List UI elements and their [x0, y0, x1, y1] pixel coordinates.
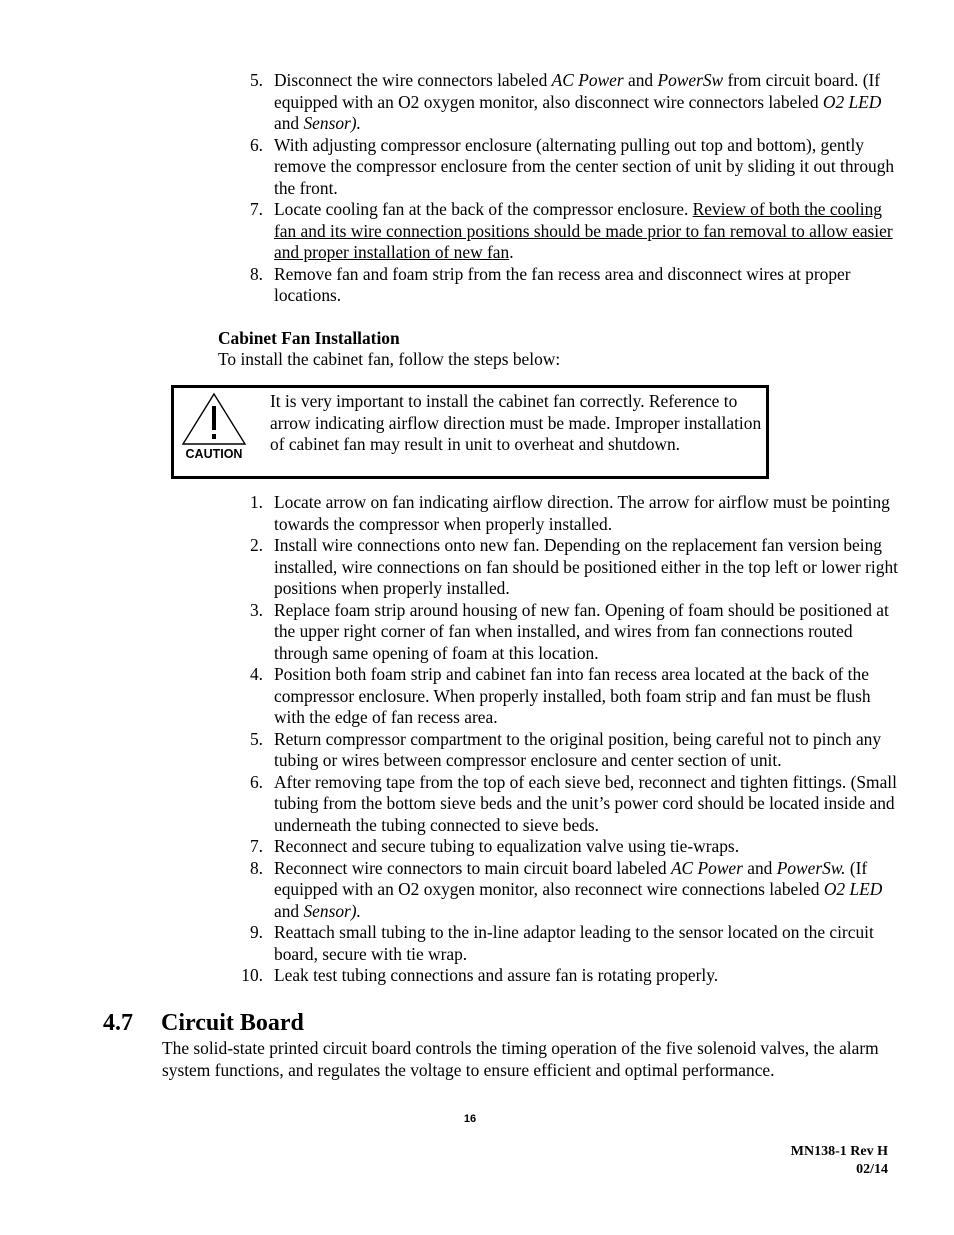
list-item-number: 7. [249, 199, 263, 219]
cabinet-fan-intro: To install the cabinet fan, follow the steps below: [218, 349, 561, 369]
document-id: MN138-1 Rev H [790, 1144, 888, 1159]
list-item-text: Replace foam strip around housing of new fan. Opening of foam should be positioned at the upper right corner of fan when installed, and wires from fan connections routed through same opening of foam at this location. [274, 599, 889, 663]
list-item-number: 7. [249, 836, 263, 856]
list-item-number: 8. [249, 857, 263, 878]
list-item-text: (If equipped with an O2 oxygen monitor, also reconnect wire connections labeled [274, 857, 868, 899]
cabinet-fan-heading: Cabinet Fan Installation [218, 328, 400, 348]
list-item-number: 4. [249, 664, 263, 684]
list-item-text: Reattach small tubing to the in-line adaptor leading to the sensor located on the circuit board, secure with tie wrap. [274, 922, 874, 964]
list-item-number: 5. [249, 70, 263, 90]
list-item-number: 6. [249, 134, 263, 155]
list-item [218, 772, 898, 837]
footer [791, 1143, 888, 1179]
list-item-text: O2 LED [823, 879, 883, 899]
list-item [218, 965, 898, 987]
list-item-text: Sensor). [303, 113, 361, 133]
list-item-text: Leak test tubing connections and assure fan is rotating properly. [274, 965, 719, 985]
list-item [218, 264, 898, 307]
list-item [218, 199, 898, 264]
section-number: 4.7 [103, 1010, 133, 1036]
section-body: The solid-state printed circuit board controls the timing operation of the five solenoid valves, the alarm system functions, and regulates the voltage to ensure efficient and optimal performance. [162, 1038, 879, 1080]
list-item [218, 70, 898, 135]
caution-notice [171, 385, 769, 479]
list-item-text: With adjusting compressor enclosure (alternating pulling out top and bottom), gently remove the compressor enclosure from the center section of unit by sliding it out through the front. [274, 134, 895, 198]
fan-removal-steps [218, 70, 898, 307]
section-heading [103, 1008, 304, 1038]
list-item [218, 729, 898, 772]
list-item-text: and [623, 70, 658, 90]
list-item-text: Return compressor compartment to the original position, being careful not to pinch any tubing or wires between compressor enclosure and center section of unit. [274, 728, 882, 770]
list-item-text: and [274, 113, 304, 133]
caution-icon-label: CAUTION [185, 447, 243, 461]
list-item [218, 535, 898, 600]
list-item-text: Sensor). [303, 900, 361, 921]
list-item [218, 922, 898, 965]
list-item-number: 1. [249, 492, 263, 512]
list-item-text: After removing tape from the top of each sieve bed, reconnect and tighten fittings. (Small tubing from the bottom sieve beds and the unit’s power cord should be located inside and underneath the tubing connected to sieve beds. [274, 771, 897, 835]
list-item [218, 492, 898, 535]
list-item-text: . [509, 242, 514, 262]
list-item [218, 858, 898, 923]
list-item-text: from circuit board. (If equipped with an O2 oxygen monitor, also disconnect wire connectors labeled [274, 70, 881, 112]
list-item-text: Locate cooling fan at the back of the compressor enclosure. [274, 199, 693, 219]
list-item-number: 8. [249, 263, 263, 284]
list-item [218, 600, 898, 665]
list-item-text: PowerSw. [776, 857, 846, 878]
list-item-text: Disconnect the wire connectors labeled [274, 70, 552, 90]
list-item-text: Reconnect and secure tubing to equalization valve using tie-wraps. [274, 836, 740, 856]
list-item-number: 6. [249, 771, 263, 792]
list-item-text: Position both foam strip and cabinet fan into fan recess area located at the back of the compressor enclosure. When properly installed, both foam strip and fan must be flush with the edge of fan recess area. [274, 664, 871, 727]
list-item-number: 2. [249, 535, 263, 555]
list-item-number: 3. [249, 599, 263, 620]
list-item-text: O2 LED [822, 91, 882, 112]
list-item-number: 9. [249, 922, 263, 942]
section-title: Circuit Board [161, 1010, 304, 1036]
fan-installation-steps [218, 492, 898, 987]
caution-triangle-icon [181, 392, 247, 462]
list-item-text: and [274, 900, 304, 921]
list-item-text: PowerSw [657, 70, 724, 90]
revision-date: 02/14 [856, 1162, 888, 1177]
list-item-text: Review of both the cooling fan and its wire connection positions should be made prior to fan removal to allow easier and proper installation of new fan [274, 199, 893, 262]
list-item-number: 5. [249, 728, 263, 749]
list-item-text: Install wire connections onto new fan. Depending on the replacement fan version being installed, wire connections on fan should be positioned either in the top left or lower right positions when properly installed. [274, 535, 898, 598]
list-item-text: AC Power [551, 70, 624, 90]
list-item-text: Remove fan and foam strip from the fan recess area and disconnect wires at proper locations. [274, 263, 851, 305]
list-item [218, 836, 898, 858]
caution-text: It is very important to install the cabinet fan correctly. Reference to arrow indicating airflow direction must be made. Improper installation of cabinet fan may result in unit to overheat and shutdown. [270, 391, 762, 454]
list-item-text: Reconnect wire connectors to main circuit board labeled [274, 857, 671, 878]
list-item-number: 10. [241, 965, 263, 985]
list-item-text: Locate arrow on fan indicating airflow direction. The arrow for airflow must be pointing towards the compressor when properly installed. [274, 492, 890, 534]
list-item-text: and [742, 857, 777, 878]
list-item [218, 664, 898, 729]
list-item [218, 135, 898, 200]
page-number: 16 [463, 1113, 477, 1125]
list-item-text: AC Power [670, 857, 743, 878]
